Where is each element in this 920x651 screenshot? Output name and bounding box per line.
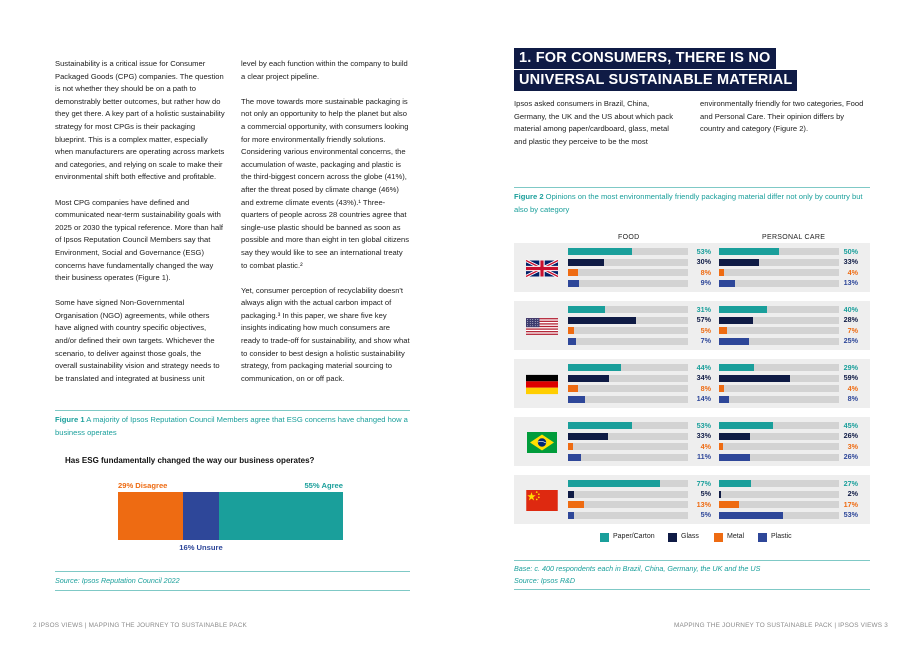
value-label: 14%	[696, 394, 711, 403]
esg-segment-agree	[219, 492, 343, 540]
figure2-legend	[596, 529, 806, 545]
bar-plastic	[719, 280, 735, 287]
bar-track	[719, 454, 839, 461]
value-label: 4%	[847, 267, 858, 277]
paragraph: Yet, consumer perception of recyclability doesn't always align with the actual carbon impact of packaging.³ In this paper, we share five key insights indicating how much consumers are ready to trade-off for sustainability, and show what to consider to best design a holistic sustainability strategy, from packaging material sourcing to communication, on or off pack.	[241, 285, 410, 383]
bar-glass	[568, 317, 636, 324]
section-heading	[514, 48, 797, 91]
figure1-question: Has ESG fundamentally changed the way our business operates?	[65, 456, 315, 465]
bar-glass	[568, 491, 574, 498]
legend-label-metal: Metal	[727, 533, 745, 540]
value-label: 53%	[696, 246, 711, 256]
value-label: 77%	[696, 478, 711, 488]
value-label: 9%	[700, 278, 711, 287]
bar-track	[568, 385, 688, 392]
bar-track	[719, 501, 839, 508]
divider	[514, 589, 870, 590]
bar-paper-carton	[568, 248, 632, 255]
value-label: 57%	[696, 315, 711, 324]
bar-plastic	[568, 396, 585, 403]
bar-track	[568, 480, 688, 487]
figure2-source: Source: Ipsos R&D	[514, 576, 576, 585]
bar-glass	[719, 317, 753, 324]
bar-paper-carton	[568, 306, 605, 313]
value-label: 13%	[696, 499, 711, 509]
esg-stacked-bar	[118, 492, 343, 540]
value-label: 33%	[696, 431, 711, 440]
bar-plastic	[719, 396, 729, 403]
bar-track	[719, 396, 839, 403]
paragraph: Some have signed Non-Governmental Organisation (NGO) agreements, while others have aligned with country specific objectives, and/or defined their own targets. Whichever the scenario, to deliver against those goals, the overall sustainability vision and strategy needs to be translated and integrated at business unit	[55, 298, 220, 383]
value-label: 31%	[696, 304, 711, 314]
value-label: 5%	[700, 489, 711, 498]
divider	[55, 571, 410, 572]
bar-glass	[719, 375, 790, 382]
value-label: 13%	[843, 278, 858, 287]
legend-label-plastic: Plastic	[771, 533, 792, 540]
value-label: 34%	[696, 373, 711, 382]
value-label: 53%	[696, 420, 711, 430]
value-label: 4%	[700, 441, 711, 451]
figure2-caption	[514, 190, 870, 216]
bar-track	[568, 501, 688, 508]
bar-paper-carton	[568, 422, 632, 429]
bar-track	[568, 338, 688, 345]
value-label: 5%	[700, 510, 711, 519]
legend-swatch-paper	[600, 533, 609, 542]
bar-glass	[719, 259, 759, 266]
flag-uk-icon	[526, 258, 558, 279]
label-disagree: 29% Disagree	[118, 481, 168, 490]
bar-glass	[719, 433, 750, 440]
figure1-chart	[118, 477, 343, 557]
bar-metal	[719, 327, 727, 334]
bar-paper-carton	[719, 480, 751, 487]
esg-segment-unsure	[183, 492, 219, 540]
bar-track	[719, 491, 839, 498]
bar-track	[568, 454, 688, 461]
bar-track	[568, 512, 688, 519]
bar-track	[719, 317, 839, 324]
value-label: 25%	[843, 336, 858, 345]
bar-metal	[719, 501, 739, 508]
bar-paper-carton	[719, 364, 754, 371]
bar-track	[568, 306, 688, 313]
value-label: 17%	[843, 499, 858, 509]
flag-brazil-icon	[526, 432, 558, 453]
paragraph: level by each function within the company to build a clear project pipeline.	[241, 59, 408, 81]
bar-track	[719, 512, 839, 519]
bar-track	[568, 259, 688, 266]
bar-track	[568, 327, 688, 334]
bar-track	[568, 443, 688, 450]
bar-track	[719, 259, 839, 266]
legend-label-glass: Glass	[681, 533, 699, 540]
bar-track	[568, 317, 688, 324]
divider	[514, 187, 870, 188]
footer-left: 2 IPSOS VIEWS | MAPPING THE JOURNEY TO SUSTAINABLE PACK	[33, 622, 248, 629]
bar-plastic	[719, 338, 749, 345]
flag-germany-icon	[526, 374, 558, 395]
bar-track	[568, 364, 688, 371]
bar-track	[568, 280, 688, 287]
figure1-caption	[55, 413, 410, 439]
value-label: 7%	[700, 336, 711, 345]
column-head-food: FOOD	[618, 234, 640, 241]
bar-metal	[568, 385, 578, 392]
bar-track	[568, 269, 688, 276]
bar-track	[719, 422, 839, 429]
bar-glass	[568, 259, 604, 266]
value-label: 4%	[847, 383, 858, 393]
bar-track	[719, 280, 839, 287]
footer-right: MAPPING THE JOURNEY TO SUSTAINABLE PACK | IPSOS VIEWS 3	[673, 622, 888, 629]
esg-segment-disagree	[118, 492, 183, 540]
divider	[55, 590, 410, 591]
legend-swatch-metal	[714, 533, 723, 542]
heading-line-1: 1. FOR CONSUMERS, THERE IS NO	[514, 48, 776, 69]
figure1-caption-text: A majority of Ipsos Reputation Council Members agree that ESG concerns have changed how a business operates	[55, 415, 408, 437]
heading-line-2: UNIVERSAL SUSTAINABLE MATERIAL	[514, 70, 797, 91]
legend-swatch-glass	[668, 533, 677, 542]
value-label: 40%	[843, 304, 858, 314]
bar-track	[568, 422, 688, 429]
bar-glass	[568, 433, 608, 440]
bar-track	[719, 248, 839, 255]
bar-metal	[568, 443, 573, 450]
figure1-source: Source: Ipsos Reputation Council 2022	[55, 576, 180, 585]
value-label: 5%	[700, 325, 711, 335]
bar-track	[719, 443, 839, 450]
legend-label-paper: Paper/Carton	[613, 533, 655, 540]
divider	[514, 560, 870, 561]
bar-track	[568, 396, 688, 403]
bar-plastic	[568, 280, 579, 287]
paragraph: Most CPG companies have defined and communicated near-term sustainability goals with 2025 or 2030 the typical reference. More than half of Ipsos Reputation Council Members say that Environment, Social and Governance (ESG) concerns have fundamentally changed the way their business operates (Figure 1).	[55, 197, 224, 283]
bar-paper-carton	[568, 364, 621, 371]
bar-metal	[719, 443, 723, 450]
figure2-caption-text: Opinions on the most environmentally friendly packaging material differ not only by country but also by category	[514, 192, 863, 214]
value-label: 26%	[843, 452, 858, 461]
bar-track	[719, 327, 839, 334]
figure1-label: Figure 1	[55, 415, 85, 424]
value-label: 53%	[843, 510, 858, 519]
legend-swatch-plastic	[758, 533, 767, 542]
value-label: 8%	[700, 267, 711, 277]
value-label: 3%	[847, 441, 858, 451]
value-label: 45%	[843, 420, 858, 430]
bar-metal	[568, 269, 578, 276]
bar-metal	[719, 385, 724, 392]
bar-metal	[568, 501, 584, 508]
country-panel-brazil	[514, 417, 870, 466]
label-unsure: 16% Unsure	[179, 543, 223, 552]
value-label: 2%	[847, 489, 858, 498]
figure2-base: Base: c. 400 respondents each in Brazil, China, Germany, the UK and the US	[514, 564, 761, 573]
bar-track	[568, 375, 688, 382]
intro-column-2: environmentally friendly for two categories, Food and Personal Care. Their opinion differs by country and category (Figure 2).	[700, 99, 864, 134]
bar-metal	[719, 269, 724, 276]
flag-china-icon	[526, 490, 558, 511]
bar-paper-carton	[568, 480, 660, 487]
country-panel-china	[514, 475, 870, 524]
label-agree: 55% Agree	[304, 481, 343, 490]
value-label: 59%	[843, 373, 858, 382]
bar-track	[719, 269, 839, 276]
figure2-chart	[514, 242, 870, 552]
bar-paper-carton	[719, 306, 767, 313]
bar-track	[719, 306, 839, 313]
left-column-2	[241, 58, 411, 398]
country-panel-germany	[514, 359, 870, 408]
left-column-1	[55, 58, 225, 398]
bar-paper-carton	[719, 248, 779, 255]
divider	[55, 410, 410, 411]
value-label: 50%	[843, 246, 858, 256]
bar-glass	[568, 375, 609, 382]
paragraph: Sustainability is a critical issue for Consumer Packaged Goods (CPG) companies. The question is not whether they should be on a path to demonstrably better outcomes, but rather how do they get there. A key part of a holistic sustainability strategy for most CPGs is their packaging blueprint. This is a complex matter, especially when manufacturers are operating across markets and categories, and relying on scale to make their environmental shift both effective and profitable.	[55, 59, 225, 182]
value-label: 29%	[843, 362, 858, 372]
bar-paper-carton	[719, 422, 773, 429]
bar-track	[719, 338, 839, 345]
value-label: 8%	[700, 383, 711, 393]
bar-glass	[719, 491, 721, 498]
value-label: 26%	[843, 431, 858, 440]
bar-track	[719, 480, 839, 487]
bar-plastic	[568, 338, 576, 345]
bar-plastic	[719, 454, 750, 461]
value-label: 33%	[843, 257, 858, 266]
figure2-label: Figure 2	[514, 192, 544, 201]
bar-track	[568, 433, 688, 440]
bar-track	[719, 364, 839, 371]
bar-track	[719, 375, 839, 382]
bar-track	[719, 433, 839, 440]
paragraph: The move towards more sustainable packaging is not only an opportunity to help the planet but also a commercial opportunity, with consumers looking for more environmentally friendly solutions. Considering various environmental concerns, the accumulation of waste, packaging and plastic is the third-biggest concern across the globe (41%), after the threat posed by climate change (46%) and extreme climate events (43%).¹ Three-quarters of people across 28 countries agree that single-use plastic should be banned as soon as possible and more than eight in ten global citizens say they would like to see an international treaty to combat plastic.²	[241, 96, 410, 270]
value-label: 44%	[696, 362, 711, 372]
bar-plastic	[719, 512, 783, 519]
value-label: 7%	[847, 325, 858, 335]
value-label: 11%	[697, 452, 711, 461]
bar-plastic	[568, 454, 581, 461]
column-head-personal-care: PERSONAL CARE	[762, 234, 826, 241]
value-label: 8%	[847, 394, 858, 403]
flag-us-icon	[526, 316, 558, 337]
bar-plastic	[568, 512, 574, 519]
country-panel-us	[514, 301, 870, 350]
country-panel-uk	[514, 243, 870, 292]
value-label: 27%	[843, 478, 858, 488]
value-label: 28%	[843, 315, 858, 324]
bar-track	[719, 385, 839, 392]
bar-track	[568, 248, 688, 255]
value-label: 30%	[696, 257, 711, 266]
bar-metal	[568, 327, 574, 334]
intro-column-1: Ipsos asked consumers in Brazil, China, Germany, the UK and the US about which pack material among paper/cardboard, glass, metal and plastic they perceive to be the most	[514, 99, 673, 146]
bar-track	[568, 491, 688, 498]
